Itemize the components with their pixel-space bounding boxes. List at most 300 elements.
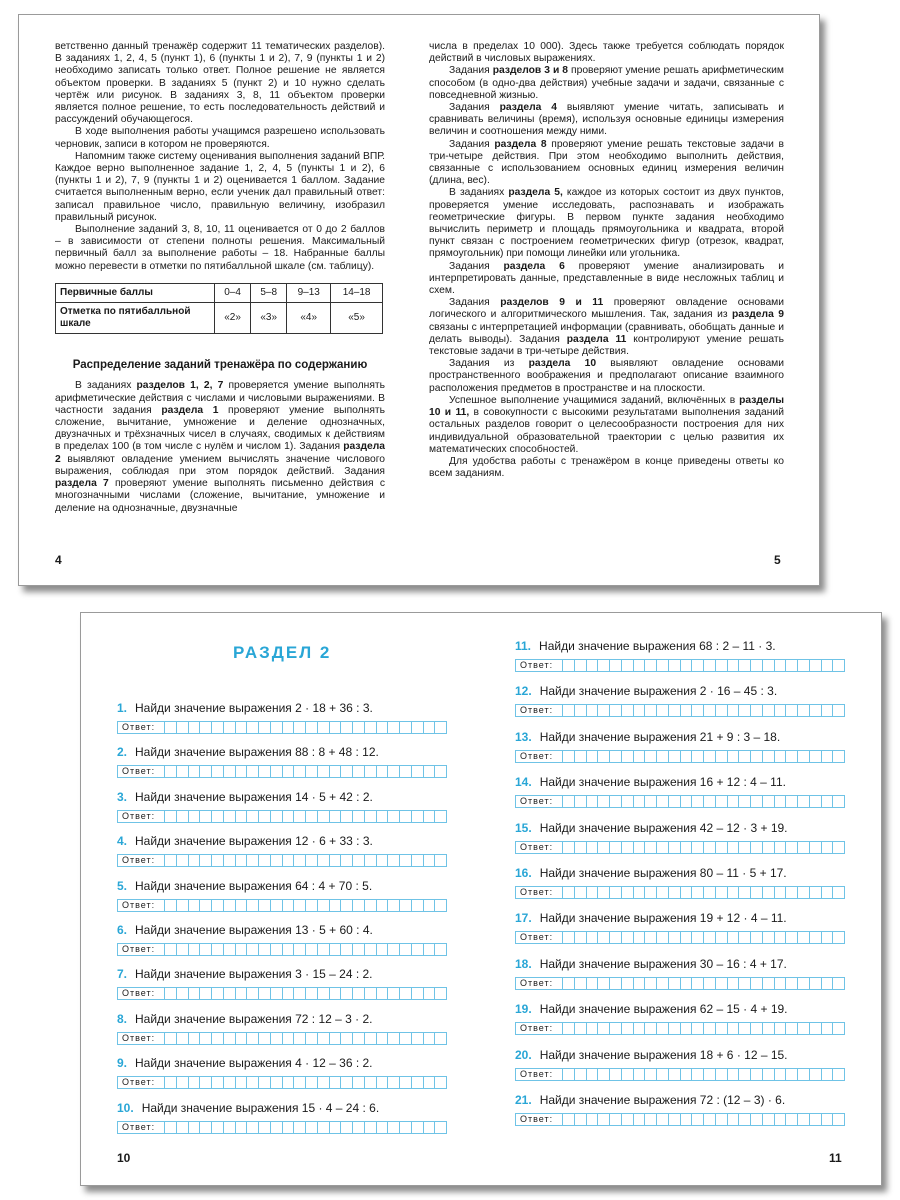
answer-cell <box>211 811 223 822</box>
answer-cell <box>750 705 762 716</box>
answer-cell <box>434 811 446 822</box>
answer-field[interactable] <box>117 1076 447 1089</box>
answer-cell <box>235 944 247 955</box>
answer-cell <box>832 796 844 807</box>
answer-cell <box>621 978 633 989</box>
bold-run: раздела 2 <box>55 441 385 465</box>
answer-cell <box>235 811 247 822</box>
answer-cell <box>727 1069 739 1080</box>
answer-cell <box>246 900 258 911</box>
answer-cell <box>633 705 645 716</box>
answer-cell <box>809 1114 821 1125</box>
paragraph <box>429 358 784 395</box>
text-run: В заданиях <box>449 187 509 199</box>
task-number: 18. <box>515 956 532 971</box>
answer-cell <box>188 1122 200 1133</box>
answer-cell <box>609 932 621 943</box>
answer-field[interactable] <box>515 1113 845 1126</box>
answer-cell <box>235 1122 247 1133</box>
answer-label: Ответ: <box>122 988 156 999</box>
answer-cell <box>644 1069 656 1080</box>
task-item <box>515 1002 845 1035</box>
answer-cell <box>656 978 668 989</box>
answer-cell <box>317 722 329 733</box>
answer-cell <box>164 766 176 777</box>
answer-cell <box>235 766 247 777</box>
answer-cell <box>727 978 739 989</box>
answer-label: Ответ: <box>122 1077 156 1088</box>
answer-label: Ответ: <box>122 855 156 866</box>
answer-cell <box>656 1069 668 1080</box>
answer-cell <box>223 766 235 777</box>
answer-cell <box>199 722 211 733</box>
answer-cells <box>164 766 446 777</box>
answer-field[interactable] <box>515 704 845 717</box>
top-book-spread <box>18 14 820 586</box>
task-statement <box>515 1048 845 1063</box>
answer-cell <box>597 705 609 716</box>
answer-cell <box>329 855 341 866</box>
task-number: 3. <box>117 789 128 804</box>
answer-cell <box>774 705 786 716</box>
answer-label: Ответ: <box>520 932 554 943</box>
answer-cell <box>703 887 715 898</box>
task-number: 6. <box>117 923 128 937</box>
answer-cell <box>562 796 574 807</box>
paragraph <box>429 139 784 188</box>
text-run: каждое из которых состоит из двух пунктов, проверяется умение исследовать, распознавать и изображать геометрические фигуры. В первом пункте задания необходимо вычислить периметр и площадь прямоугольника и квадрата, второй пункт связан с построением геометрических фигур (отрезок, квадрат, прямоугольник) при помощи линейки или угольника. <box>429 187 784 260</box>
answer-cell <box>340 1077 352 1088</box>
task-item <box>117 967 447 1000</box>
answer-cells <box>164 944 446 955</box>
answer-cell <box>199 1033 211 1044</box>
answer-cell <box>340 1122 352 1133</box>
task-text: Найди значение выражения 15 · 4 – 24 : 6. <box>141 1100 380 1115</box>
task-number: 8. <box>117 1011 128 1026</box>
task-item <box>515 866 845 899</box>
answer-cell <box>199 900 211 911</box>
answer-cell <box>727 887 739 898</box>
answer-cell <box>644 1114 656 1125</box>
task-item <box>515 821 845 854</box>
paragraph <box>55 380 385 514</box>
task-item <box>117 834 447 867</box>
answer-cell <box>691 660 703 671</box>
answer-cell <box>621 1023 633 1034</box>
answer-cell <box>609 796 621 807</box>
answer-cell <box>270 722 282 733</box>
answer-field[interactable] <box>515 1022 845 1035</box>
answer-cell <box>574 1069 586 1080</box>
answer-cell <box>317 1077 329 1088</box>
answer-cell <box>644 705 656 716</box>
answer-cell <box>597 660 609 671</box>
answer-cell <box>562 1023 574 1034</box>
answer-cell <box>305 1033 317 1044</box>
answer-cell <box>691 1023 703 1034</box>
answer-field[interactable] <box>117 899 447 912</box>
answer-cell <box>211 766 223 777</box>
answer-cell <box>832 660 844 671</box>
answer-cell <box>597 978 609 989</box>
bold-run: раздела 4 <box>499 102 557 114</box>
answer-cell <box>411 811 423 822</box>
answer-cell <box>691 1069 703 1080</box>
answer-cell <box>703 751 715 762</box>
score-conversion-table <box>55 283 383 335</box>
answer-cell <box>785 978 797 989</box>
page-number-right: 11 <box>829 1151 842 1165</box>
answer-cell <box>586 751 598 762</box>
answer-cell <box>282 944 294 955</box>
text-run: контролируют умение решать текстовые задачи в три-четыре действия. <box>429 333 784 358</box>
answer-cell <box>621 705 633 716</box>
answer-cell <box>633 978 645 989</box>
answer-cell <box>633 1023 645 1034</box>
answer-label: Ответ: <box>122 722 156 732</box>
answer-cell <box>199 811 211 822</box>
page-number-left: 10 <box>117 1151 131 1165</box>
answer-cell <box>258 855 270 866</box>
answer-cell <box>797 660 809 671</box>
answer-cells <box>562 842 844 853</box>
answer-cell <box>211 1033 223 1044</box>
answer-cell <box>762 705 774 716</box>
answer-field[interactable] <box>117 854 447 867</box>
answer-cell <box>258 1077 270 1088</box>
task-statement <box>117 1012 447 1027</box>
answer-cell <box>423 944 435 955</box>
answer-cell <box>387 1122 399 1133</box>
answer-cell <box>785 705 797 716</box>
answer-cell <box>809 705 821 716</box>
answer-cell <box>423 722 435 733</box>
answer-cell <box>562 1069 574 1080</box>
answer-cell <box>399 1122 411 1133</box>
answer-cell <box>715 978 727 989</box>
answer-cell <box>199 988 211 999</box>
answer-cell <box>738 751 750 762</box>
answer-cell <box>423 900 435 911</box>
answer-label: Ответ: <box>520 977 554 988</box>
task-statement <box>515 1002 845 1017</box>
answer-cell <box>586 796 598 807</box>
answer-cell <box>411 855 423 866</box>
answer-cell <box>750 796 762 807</box>
task-item <box>117 879 447 912</box>
answer-cell <box>821 1069 833 1080</box>
answer-cell <box>434 944 446 955</box>
paragraph <box>429 395 784 456</box>
answer-cell <box>774 1114 786 1125</box>
answer-field[interactable] <box>515 886 845 899</box>
task-item <box>515 684 845 717</box>
bold-run: разделов 3 и 8 <box>492 65 569 77</box>
answer-cell <box>597 796 609 807</box>
answer-cell <box>680 842 692 853</box>
answer-cell <box>809 660 821 671</box>
answer-label: Ответ: <box>520 750 554 761</box>
answer-cell <box>164 855 176 866</box>
answer-field[interactable] <box>117 987 447 1000</box>
answer-cell <box>680 978 692 989</box>
answer-cell <box>785 1023 797 1034</box>
answer-cell <box>762 887 774 898</box>
answer-cell <box>364 900 376 911</box>
answer-cell <box>774 1069 786 1080</box>
answer-cell <box>715 932 727 943</box>
answer-field[interactable] <box>515 931 845 944</box>
answer-cell <box>809 1069 821 1080</box>
answer-cell <box>809 1023 821 1034</box>
answer-cell <box>832 842 844 853</box>
answer-cell <box>809 887 821 898</box>
answer-cell <box>597 1023 609 1034</box>
answer-cell <box>562 660 574 671</box>
answer-cell <box>762 842 774 853</box>
table-cell: 9–13 <box>287 283 331 302</box>
task-number: 4. <box>117 834 128 849</box>
text-run: проверяют умение анализировать и интерпретировать данные, представленные в виде несложных таблиц и схем. <box>429 260 784 297</box>
task-text: Найди значение выражения 62 – 15 · 4 + 19. <box>539 1002 788 1017</box>
answer-cells <box>164 900 446 911</box>
answer-cell <box>176 766 188 777</box>
answer-cell <box>293 722 305 733</box>
answer-field[interactable] <box>117 943 447 956</box>
answer-label: Ответ: <box>520 660 554 670</box>
answer-cell <box>774 978 786 989</box>
answer-cell <box>199 1077 211 1088</box>
answer-cell <box>282 855 294 866</box>
answer-cell <box>762 751 774 762</box>
answer-cell <box>609 978 621 989</box>
bold-run: разделов 9 и 11 <box>500 297 604 309</box>
answer-cell <box>586 1114 598 1125</box>
answer-cell <box>399 1033 411 1044</box>
task-item <box>515 639 845 672</box>
answer-cell <box>235 1033 247 1044</box>
task-statement <box>515 775 845 790</box>
task-text: Найди значение выражения 13 · 5 + 60 : 4. <box>135 923 373 937</box>
task-statement <box>117 1101 447 1116</box>
answer-cell <box>644 660 656 671</box>
task-text: Найди значение выражения 72 : (12 – 3) · 6. <box>539 1093 786 1107</box>
answer-field[interactable] <box>515 795 845 808</box>
task-text: Найди значение выражения 42 – 12 · 3 + 19. <box>539 820 788 835</box>
answer-cell <box>727 842 739 853</box>
answer-field[interactable] <box>515 659 845 672</box>
answer-cell <box>809 796 821 807</box>
answer-cell <box>621 1114 633 1125</box>
answer-field[interactable] <box>117 765 447 778</box>
answer-cell <box>211 900 223 911</box>
answer-cell <box>434 1122 446 1133</box>
answer-cell <box>562 978 574 989</box>
answer-cell <box>376 766 388 777</box>
answer-cell <box>821 932 833 943</box>
answer-cell <box>423 855 435 866</box>
answer-cell <box>609 1069 621 1080</box>
answer-cell <box>411 1077 423 1088</box>
answer-cell <box>597 842 609 853</box>
answer-cell <box>188 988 200 999</box>
answer-field[interactable] <box>515 750 845 763</box>
answer-cell <box>164 811 176 822</box>
answer-cell <box>434 900 446 911</box>
answer-cell <box>340 855 352 866</box>
answer-cell <box>703 978 715 989</box>
answer-cell <box>574 932 586 943</box>
text-run: Задания <box>449 102 500 114</box>
text-run: Задания из <box>449 358 529 370</box>
answer-cell <box>411 900 423 911</box>
answer-cell <box>211 1122 223 1133</box>
task-text: Найди значение выражения 12 · 6 + 33 : 3. <box>135 834 373 849</box>
answer-cell <box>668 887 680 898</box>
bold-run: разделы 10 и 11, <box>429 394 784 419</box>
answer-cells <box>164 855 446 866</box>
task-text: Найди значение выражения 72 : 12 – 3 · 2. <box>135 1011 373 1026</box>
answer-cell <box>656 842 668 853</box>
answer-cell <box>738 978 750 989</box>
answer-cell <box>797 842 809 853</box>
answer-cell <box>586 660 598 671</box>
task-text: Найди значение выражения 19 + 12 · 4 – 11. <box>539 911 787 926</box>
answer-cell <box>188 944 200 955</box>
answer-cell <box>387 811 399 822</box>
answer-cell <box>376 944 388 955</box>
answer-cells <box>562 1114 844 1125</box>
task-number: 5. <box>117 878 128 893</box>
answer-cell <box>821 842 833 853</box>
answer-cell <box>832 1114 844 1125</box>
answer-field[interactable] <box>117 721 447 734</box>
answer-cell <box>387 900 399 911</box>
answer-cell <box>656 932 668 943</box>
answer-cell <box>329 1122 341 1133</box>
answer-cell <box>352 811 364 822</box>
answer-field[interactable] <box>117 1121 447 1134</box>
answer-cell <box>340 766 352 777</box>
answer-cell <box>586 842 598 853</box>
task-text: Найди значение выражения 21 + 9 : 3 – 18. <box>539 729 781 744</box>
task-number: 1. <box>117 701 128 715</box>
answer-cell <box>680 751 692 762</box>
task-text: Найди значение выражения 18 + 6 · 12 – 15. <box>539 1047 788 1062</box>
answer-cell <box>317 944 329 955</box>
answer-cell <box>376 1122 388 1133</box>
answer-cells <box>164 722 446 733</box>
task-statement <box>117 1056 447 1071</box>
answer-cell <box>738 660 750 671</box>
text-run: выявляют овладение умением вычислять значение числового выражения, соблюдая при этом порядок действий. Задания <box>55 453 385 477</box>
answer-cell <box>821 751 833 762</box>
task-number: 21. <box>515 1093 532 1107</box>
answer-cell <box>691 705 703 716</box>
table-cell: 14–18 <box>331 283 383 302</box>
answer-cell <box>305 766 317 777</box>
answer-cell <box>188 722 200 733</box>
answer-cell <box>352 944 364 955</box>
answer-cell <box>364 766 376 777</box>
task-item <box>117 1056 447 1089</box>
answer-cells <box>164 1077 446 1088</box>
answer-cell <box>364 811 376 822</box>
task-text: Найди значение выражения 14 · 5 + 42 : 2. <box>135 789 373 804</box>
answer-cell <box>574 887 586 898</box>
answer-cell <box>340 722 352 733</box>
answer-cell <box>750 978 762 989</box>
answer-cell <box>738 842 750 853</box>
answer-cell <box>329 1033 341 1044</box>
bold-run: раздела 11 <box>566 333 627 345</box>
answer-cell <box>364 1077 376 1088</box>
text-run: проверяют овладение основами логического и алгоритмического мышления. Так, задания из <box>429 297 785 321</box>
answer-label: Ответ: <box>520 705 554 716</box>
text-run: Задания <box>449 65 493 77</box>
answer-cell <box>223 811 235 822</box>
text-run: Успешное выполнение учащимися заданий, включённых в <box>449 394 740 406</box>
answer-cell <box>586 887 598 898</box>
answer-field[interactable] <box>117 1032 447 1045</box>
table-row <box>56 303 383 334</box>
answer-cell <box>821 705 833 716</box>
answer-cell <box>703 842 715 853</box>
answer-cell <box>246 811 258 822</box>
answer-cell <box>411 1033 423 1044</box>
answer-cell <box>223 1122 235 1133</box>
answer-field[interactable] <box>117 810 447 823</box>
answer-cell <box>832 978 844 989</box>
task-number: 2. <box>117 745 128 760</box>
table-cell: Первичные баллы <box>56 283 215 302</box>
answer-field[interactable] <box>515 1068 845 1081</box>
answer-cell <box>668 705 680 716</box>
answer-cell <box>340 1033 352 1044</box>
answer-cell <box>774 842 786 853</box>
answer-cell <box>668 796 680 807</box>
answer-cell <box>691 796 703 807</box>
answer-cell <box>621 1069 633 1080</box>
answer-cells <box>562 932 844 943</box>
answer-cell <box>727 660 739 671</box>
answer-cell <box>235 900 247 911</box>
answer-cell <box>574 660 586 671</box>
answer-label: Ответ: <box>122 899 156 910</box>
answer-cell <box>317 811 329 822</box>
task-text: Найди значение выражения 80 – 11 · 5 + 17. <box>539 866 787 880</box>
answer-cell <box>246 1077 258 1088</box>
answer-cell <box>199 855 211 866</box>
answer-cell <box>434 766 446 777</box>
answer-cell <box>774 1023 786 1034</box>
answer-cell <box>680 796 692 807</box>
answer-cell <box>762 796 774 807</box>
answer-cell <box>633 660 645 671</box>
answer-cell <box>715 1023 727 1034</box>
answer-field[interactable] <box>515 977 845 990</box>
answer-field[interactable] <box>515 841 845 854</box>
bold-run: раздела 1 <box>161 404 219 416</box>
answer-cell <box>821 887 833 898</box>
answer-cell <box>282 811 294 822</box>
answer-cell <box>270 1033 282 1044</box>
paragraph <box>429 102 784 139</box>
answer-cell <box>738 1069 750 1080</box>
task-item <box>515 911 845 944</box>
answer-cell <box>609 887 621 898</box>
answer-cell <box>258 1122 270 1133</box>
